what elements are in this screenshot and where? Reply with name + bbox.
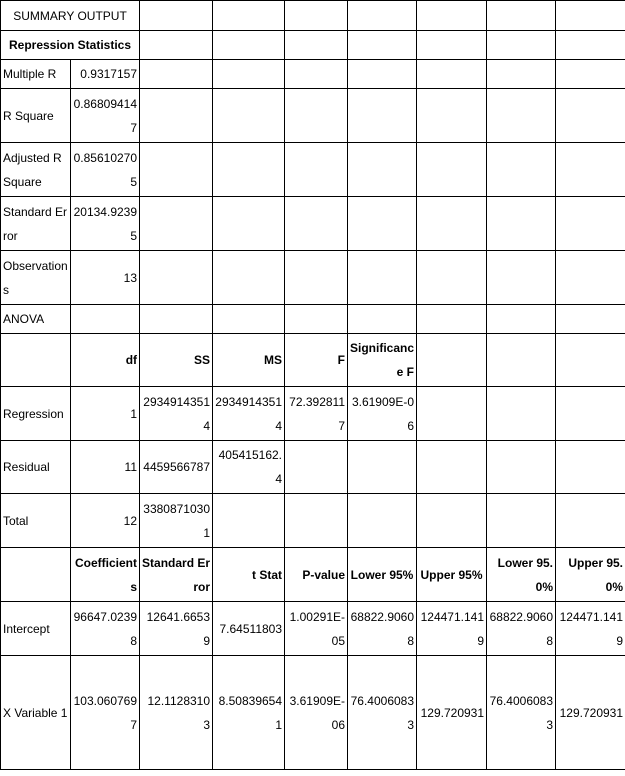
empty-cell bbox=[213, 251, 285, 305]
empty-cell bbox=[417, 89, 487, 143]
empty-cell bbox=[140, 60, 213, 89]
empty-cell bbox=[285, 1, 348, 31]
empty-cell bbox=[213, 197, 285, 251]
coef-upper-95: 129.720931 bbox=[417, 656, 487, 770]
coef-header-blank bbox=[1, 548, 71, 602]
empty-cell bbox=[417, 60, 487, 89]
empty-cell bbox=[285, 60, 348, 89]
empty-cell bbox=[140, 31, 213, 60]
empty-cell bbox=[487, 31, 556, 60]
regression-statistics-header: Repression Statistics bbox=[1, 31, 140, 60]
coef-upper-95-0: 129.720931 bbox=[556, 656, 625, 770]
anova-header-blank bbox=[1, 334, 71, 387]
empty-cell bbox=[348, 305, 417, 334]
anova-ss: 33808710301 bbox=[140, 494, 213, 548]
empty-cell bbox=[417, 31, 487, 60]
empty-cell bbox=[556, 1, 625, 31]
summary-title-row bbox=[1, 1, 625, 31]
empty-cell bbox=[417, 305, 487, 334]
coef-header-standard-error: Standard Error bbox=[140, 548, 213, 602]
coef-row-x-variable-1 bbox=[1, 656, 625, 770]
anova-ss: 4459566787 bbox=[140, 441, 213, 494]
coefficients-header-row bbox=[1, 548, 625, 602]
anova-header-ms: MS bbox=[213, 334, 285, 387]
empty-cell bbox=[556, 305, 625, 334]
anova-significance-f bbox=[348, 441, 417, 494]
coef-row-label: Intercept bbox=[1, 602, 71, 656]
stat-value: 0.856102705 bbox=[71, 143, 140, 197]
empty-cell bbox=[140, 89, 213, 143]
empty-cell bbox=[71, 305, 140, 334]
stat-row-multiple-r bbox=[1, 60, 625, 89]
coef-lower-95-0: 76.40060833 bbox=[487, 656, 556, 770]
empty-cell bbox=[417, 441, 487, 494]
anova-ms: 29349143514 bbox=[213, 387, 285, 441]
stat-label: R Square bbox=[1, 89, 71, 143]
empty-cell bbox=[487, 251, 556, 305]
coef-p-value: 3.61909E-06 bbox=[285, 656, 348, 770]
anova-header-ss: SS bbox=[140, 334, 213, 387]
empty-cell bbox=[556, 31, 625, 60]
anova-header-row bbox=[1, 334, 625, 387]
coef-t-stat: 7.64511803 bbox=[213, 602, 285, 656]
anova-header-significance-f: Significance F bbox=[348, 334, 417, 387]
stat-row-standard-error bbox=[1, 197, 625, 251]
stat-value: 13 bbox=[71, 251, 140, 305]
regression-statistics-header-row bbox=[1, 31, 625, 60]
coef-upper-95-0: 124471.1419 bbox=[556, 602, 625, 656]
coef-header-coefficients: Coefficients bbox=[71, 548, 140, 602]
anova-f: 72.3928117 bbox=[285, 387, 348, 441]
anova-f bbox=[285, 441, 348, 494]
anova-header-df: df bbox=[71, 334, 140, 387]
coef-lower-95: 76.40060833 bbox=[348, 656, 417, 770]
anova-row-total bbox=[1, 494, 625, 548]
anova-ms: 405415162.4 bbox=[213, 441, 285, 494]
empty-cell bbox=[285, 251, 348, 305]
coef-standard-error: 12.11283103 bbox=[140, 656, 213, 770]
empty-cell bbox=[417, 334, 487, 387]
stat-row-adjusted-r-square bbox=[1, 143, 625, 197]
empty-cell bbox=[487, 494, 556, 548]
anova-title-row bbox=[1, 305, 625, 334]
coef-header-t-stat: t Stat bbox=[213, 548, 285, 602]
coef-row-label: X Variable 1 bbox=[1, 656, 71, 770]
empty-cell bbox=[213, 143, 285, 197]
empty-cell bbox=[213, 89, 285, 143]
empty-cell bbox=[487, 305, 556, 334]
empty-cell bbox=[487, 1, 556, 31]
anova-df: 12 bbox=[71, 494, 140, 548]
coef-value: 96647.02398 bbox=[71, 602, 140, 656]
empty-cell bbox=[556, 143, 625, 197]
empty-cell bbox=[487, 441, 556, 494]
empty-cell bbox=[285, 197, 348, 251]
anova-row-regression bbox=[1, 387, 625, 441]
coef-upper-95: 124471.1419 bbox=[417, 602, 487, 656]
empty-cell bbox=[417, 494, 487, 548]
empty-cell bbox=[556, 334, 625, 387]
anova-ms bbox=[213, 494, 285, 548]
coef-lower-95: 68822.90608 bbox=[348, 602, 417, 656]
empty-cell bbox=[417, 197, 487, 251]
empty-cell bbox=[487, 334, 556, 387]
empty-cell bbox=[556, 387, 625, 441]
stat-value: 0.9317157 bbox=[71, 60, 140, 89]
empty-cell bbox=[140, 143, 213, 197]
empty-cell bbox=[348, 31, 417, 60]
empty-cell bbox=[348, 1, 417, 31]
stat-value: 0.868094147 bbox=[71, 89, 140, 143]
empty-cell bbox=[140, 1, 213, 31]
empty-cell bbox=[556, 60, 625, 89]
coef-header-upper-95: Upper 95% bbox=[417, 548, 487, 602]
stat-label: Multiple R bbox=[1, 60, 71, 89]
coef-standard-error: 12641.66539 bbox=[140, 602, 213, 656]
coef-t-stat: 8.508396541 bbox=[213, 656, 285, 770]
coef-value: 103.0607697 bbox=[71, 656, 140, 770]
coef-header-lower-95: Lower 95% bbox=[348, 548, 417, 602]
anova-row-label: Regression bbox=[1, 387, 71, 441]
empty-cell bbox=[285, 31, 348, 60]
empty-cell bbox=[348, 251, 417, 305]
empty-cell bbox=[487, 197, 556, 251]
empty-cell bbox=[556, 494, 625, 548]
empty-cell bbox=[417, 387, 487, 441]
coef-lower-95-0: 68822.90608 bbox=[487, 602, 556, 656]
empty-cell bbox=[140, 251, 213, 305]
anova-df: 11 bbox=[71, 441, 140, 494]
empty-cell bbox=[285, 305, 348, 334]
summary-title: SUMMARY OUTPUT bbox=[1, 1, 140, 31]
coef-p-value: 1.00291E-05 bbox=[285, 602, 348, 656]
stat-row-observations bbox=[1, 251, 625, 305]
empty-cell bbox=[487, 89, 556, 143]
anova-title: ANOVA bbox=[1, 305, 71, 334]
anova-f bbox=[285, 494, 348, 548]
anova-row-label: Total bbox=[1, 494, 71, 548]
coef-row-intercept bbox=[1, 602, 625, 656]
empty-cell bbox=[213, 1, 285, 31]
empty-cell bbox=[140, 305, 213, 334]
empty-cell bbox=[348, 143, 417, 197]
empty-cell bbox=[140, 197, 213, 251]
empty-cell bbox=[285, 89, 348, 143]
empty-cell bbox=[348, 197, 417, 251]
empty-cell bbox=[417, 143, 487, 197]
empty-cell bbox=[213, 60, 285, 89]
anova-ss: 29349143514 bbox=[140, 387, 213, 441]
anova-df: 1 bbox=[71, 387, 140, 441]
anova-header-f: F bbox=[285, 334, 348, 387]
stat-row-r-square bbox=[1, 89, 625, 143]
empty-cell bbox=[556, 89, 625, 143]
anova-row-label: Residual bbox=[1, 441, 71, 494]
anova-significance-f: 3.61909E-06 bbox=[348, 387, 417, 441]
empty-cell bbox=[487, 60, 556, 89]
empty-cell bbox=[417, 1, 487, 31]
stat-label: Adjusted R Square bbox=[1, 143, 71, 197]
empty-cell bbox=[348, 60, 417, 89]
coef-header-p-value: P-value bbox=[285, 548, 348, 602]
empty-cell bbox=[285, 143, 348, 197]
empty-cell bbox=[487, 143, 556, 197]
coef-header-upper-95-0: Upper 95.0% bbox=[556, 548, 625, 602]
stat-value: 20134.92395 bbox=[71, 197, 140, 251]
empty-cell bbox=[556, 441, 625, 494]
anova-row-residual bbox=[1, 441, 625, 494]
stat-label: Standard Error bbox=[1, 197, 71, 251]
stat-label: Observations bbox=[1, 251, 71, 305]
empty-cell bbox=[348, 89, 417, 143]
empty-cell bbox=[417, 251, 487, 305]
empty-cell bbox=[556, 251, 625, 305]
empty-cell bbox=[556, 197, 625, 251]
empty-cell bbox=[213, 305, 285, 334]
coef-header-lower-95-0: Lower 95.0% bbox=[487, 548, 556, 602]
anova-significance-f bbox=[348, 494, 417, 548]
empty-cell bbox=[213, 31, 285, 60]
empty-cell bbox=[487, 387, 556, 441]
